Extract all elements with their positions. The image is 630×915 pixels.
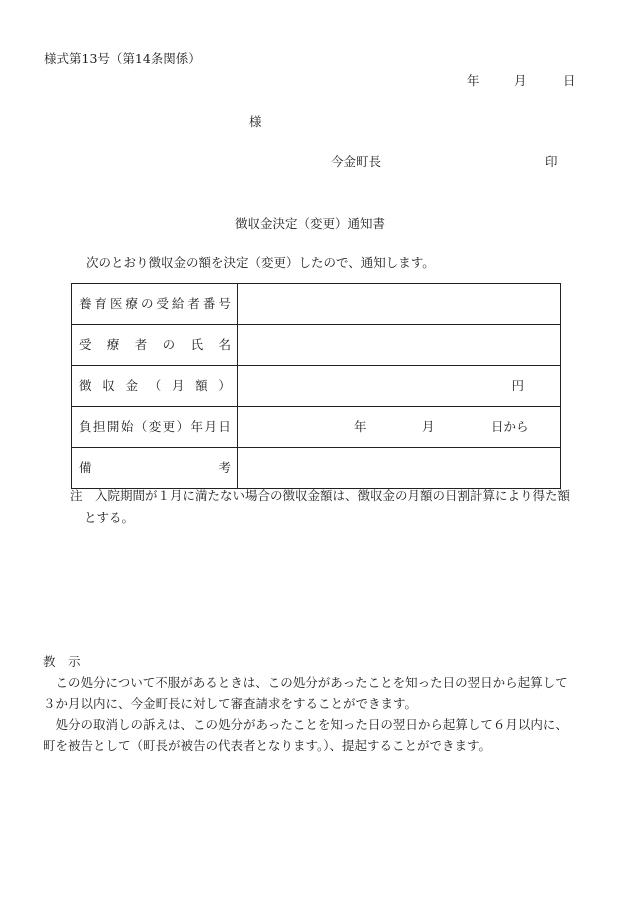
value-patient-name: [238, 325, 561, 366]
value-remarks: [238, 448, 561, 489]
label-char: 養: [79, 295, 92, 311]
label-recipient-number: [72, 284, 238, 325]
label-remarks: [72, 448, 238, 489]
label-char: 月: [171, 377, 185, 393]
label-char: 収: [102, 377, 115, 393]
addressee-suffix: 様: [249, 114, 262, 129]
date-day-label: 日: [563, 73, 576, 88]
start-year-label: 年: [354, 418, 367, 434]
table-row-remarks: [72, 448, 561, 489]
label-monthly-amount: [72, 366, 238, 407]
instruction-heading: 教 示: [43, 654, 81, 669]
table-row-start-date: [72, 407, 561, 448]
note-line-2: とする。: [84, 510, 135, 525]
label-char: 負: [79, 418, 92, 434]
label-char: （: [134, 418, 148, 434]
instruction-paragraph-1: この処分について不服があるときは、この処分があったことを知った日の翌日から起算して３か月以内に、今金町長に対して審査請求をすることができます。: [43, 675, 568, 711]
label-char: 始: [120, 418, 134, 434]
label-char: の: [140, 295, 154, 311]
label-char: 徴: [79, 377, 92, 393]
value-start-date: [238, 407, 561, 448]
label-char: 育: [94, 295, 107, 311]
date-month-label: 月: [514, 73, 527, 88]
label-char: 日: [218, 418, 231, 434]
form-number: 様式第13号（第14条関係）: [44, 51, 201, 66]
yen-unit: 円: [511, 377, 524, 393]
label-char: 更: [162, 418, 176, 434]
label-char: 受: [79, 336, 92, 352]
start-day-label: 日から: [491, 418, 529, 434]
label-char: 年: [190, 418, 204, 434]
label-char: 金: [125, 377, 138, 393]
label-char: 額: [195, 377, 208, 393]
label-char: 番: [202, 295, 216, 311]
label-char: ）: [218, 377, 231, 393]
value-recipient-number: [238, 284, 561, 325]
seal-mark: 印: [545, 154, 558, 169]
label-char: 考: [218, 459, 231, 475]
intro-text: 次のとおり徴収金の額を決定（変更）したので、通知します。: [86, 255, 435, 270]
label-char: 月: [204, 418, 217, 434]
label-char: 給: [171, 295, 185, 311]
table-row-monthly-amount: [72, 366, 561, 407]
start-month-label: 月: [422, 418, 435, 434]
label-char: （: [148, 377, 162, 393]
label-char: 名: [218, 336, 231, 352]
label-char: 者: [187, 295, 200, 311]
label-char: ）: [176, 418, 190, 434]
label-char: 療: [106, 336, 120, 352]
label-patient-name: [72, 325, 238, 366]
issuer-name: 今金町長: [331, 154, 382, 169]
label-char: 変: [148, 418, 162, 434]
table-row-patient-name: [72, 325, 561, 366]
label-char: 備: [79, 459, 92, 475]
table-row-recipient-number: [72, 284, 561, 325]
label-char: 療: [125, 295, 138, 311]
instruction-paragraph-2: 処分の取消しの訴えは、この処分があったことを知った日の翌日から起算して６月以内に、町を被告として（町長が被告の代表者となります。）、提起することができます。: [43, 717, 568, 753]
date-year-label: 年: [467, 73, 480, 88]
label-char: 担: [92, 418, 106, 434]
info-table: [71, 283, 561, 489]
value-monthly-amount: [238, 366, 561, 407]
label-char: 者: [134, 336, 148, 352]
note-line-1: 注 入院期間が１月に満たない場合の徴収金額は、徴収金の月額の日割計算により得た額: [70, 488, 571, 503]
label-char: 開: [106, 418, 120, 434]
label-char: 医: [109, 295, 123, 311]
label-start-date: [72, 407, 238, 448]
label-char: 受: [156, 295, 169, 311]
document-title: 徴収金決定（変更）通知書: [235, 216, 386, 231]
label-char: 氏: [190, 336, 204, 352]
label-char: の: [162, 336, 176, 352]
label-char: 号: [218, 295, 231, 311]
